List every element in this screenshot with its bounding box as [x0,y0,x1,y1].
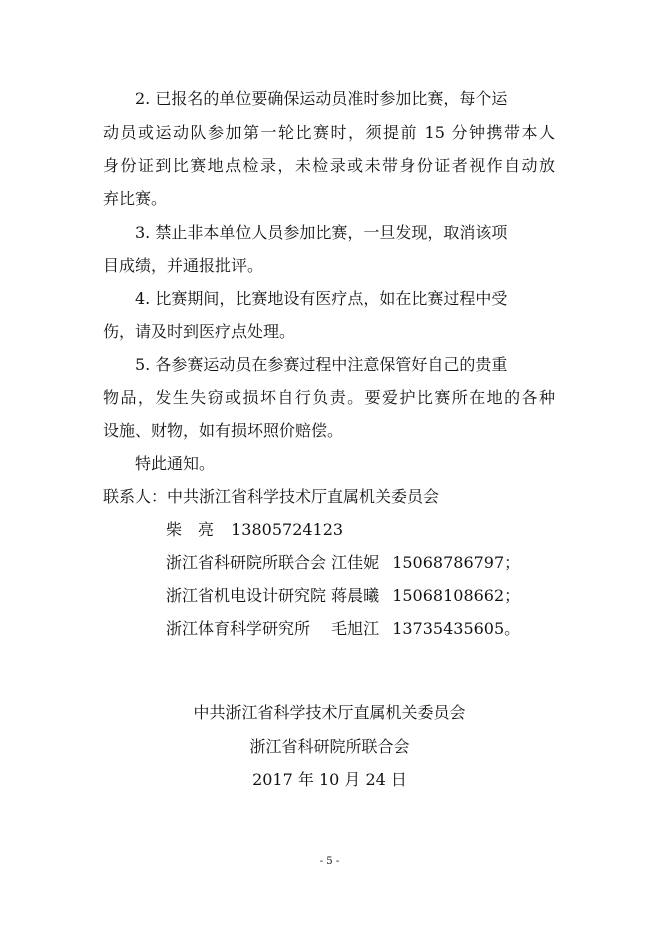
contact-row [166,619,520,639]
contact-name: 浙江省机电设计研究院 蒋晨曦 [166,586,380,605]
paragraph-2-line-3: 身份证到比赛地点检录，未检录或未带身份证者视作自动放 [103,156,555,175]
contact-phone: 15068786797； [392,553,521,572]
paragraph-4-line-1: 4. 比赛期间，比赛地设有医疗点，如在比赛过程中受 [135,289,508,308]
contact-row [166,520,343,540]
signature-org-2: 浙江省科研院所联合会 [249,737,410,756]
paragraph-4-line-2: 伤，请及时到医疗点处理。 [103,322,296,341]
contact-phone: 13805724123 [231,520,344,539]
paragraph-5-line-1: 5. 各参赛运动员在参赛过程中注意保管好自己的贵重 [135,355,508,374]
contact-row [166,553,520,573]
contact-phone: 13735435605。 [392,619,521,638]
paragraph-2-line-2: 动员或运动队参加第一轮比赛时，须提前 15 分钟携带本人 [103,123,555,142]
paragraph-5-line-3: 设施、财物，如有损坏照价赔偿。 [103,421,344,440]
contact-row [166,586,520,606]
closing-notice: 特此通知。 [135,454,216,473]
signature-org-1: 中共浙江省科学技术厅直属机关委员会 [193,703,466,722]
contact-name: 浙江省科研院所联合会 江佳妮 [166,553,380,572]
page-number: - 5 - [319,856,340,867]
paragraph-3-line-1: 3. 禁止非本单位人员参加比赛，一旦发现，取消该项 [135,223,508,242]
contacts-label: 联系人：中共浙江省科学技术厅直属机关委员会 [103,487,440,506]
paragraph-3-line-2: 目成绩，并通报批评。 [103,256,264,275]
contact-phone: 15068108662； [392,586,521,605]
contact-name: 柴 亮 [166,520,215,539]
contact-name: 浙江体育科学研究所 毛旭江 [166,619,380,638]
paragraph-2-line-1: 2. 已报名的单位要确保运动员准时参加比赛，每个运 [135,89,508,108]
paragraph-2-line-4: 弃比赛。 [103,189,168,208]
signature-date: 2017 年 10 月 24 日 [252,770,407,789]
paragraph-5-line-2: 物品，发生失窃或损坏自行负责。要爱护比赛所在地的各种 [103,388,555,407]
